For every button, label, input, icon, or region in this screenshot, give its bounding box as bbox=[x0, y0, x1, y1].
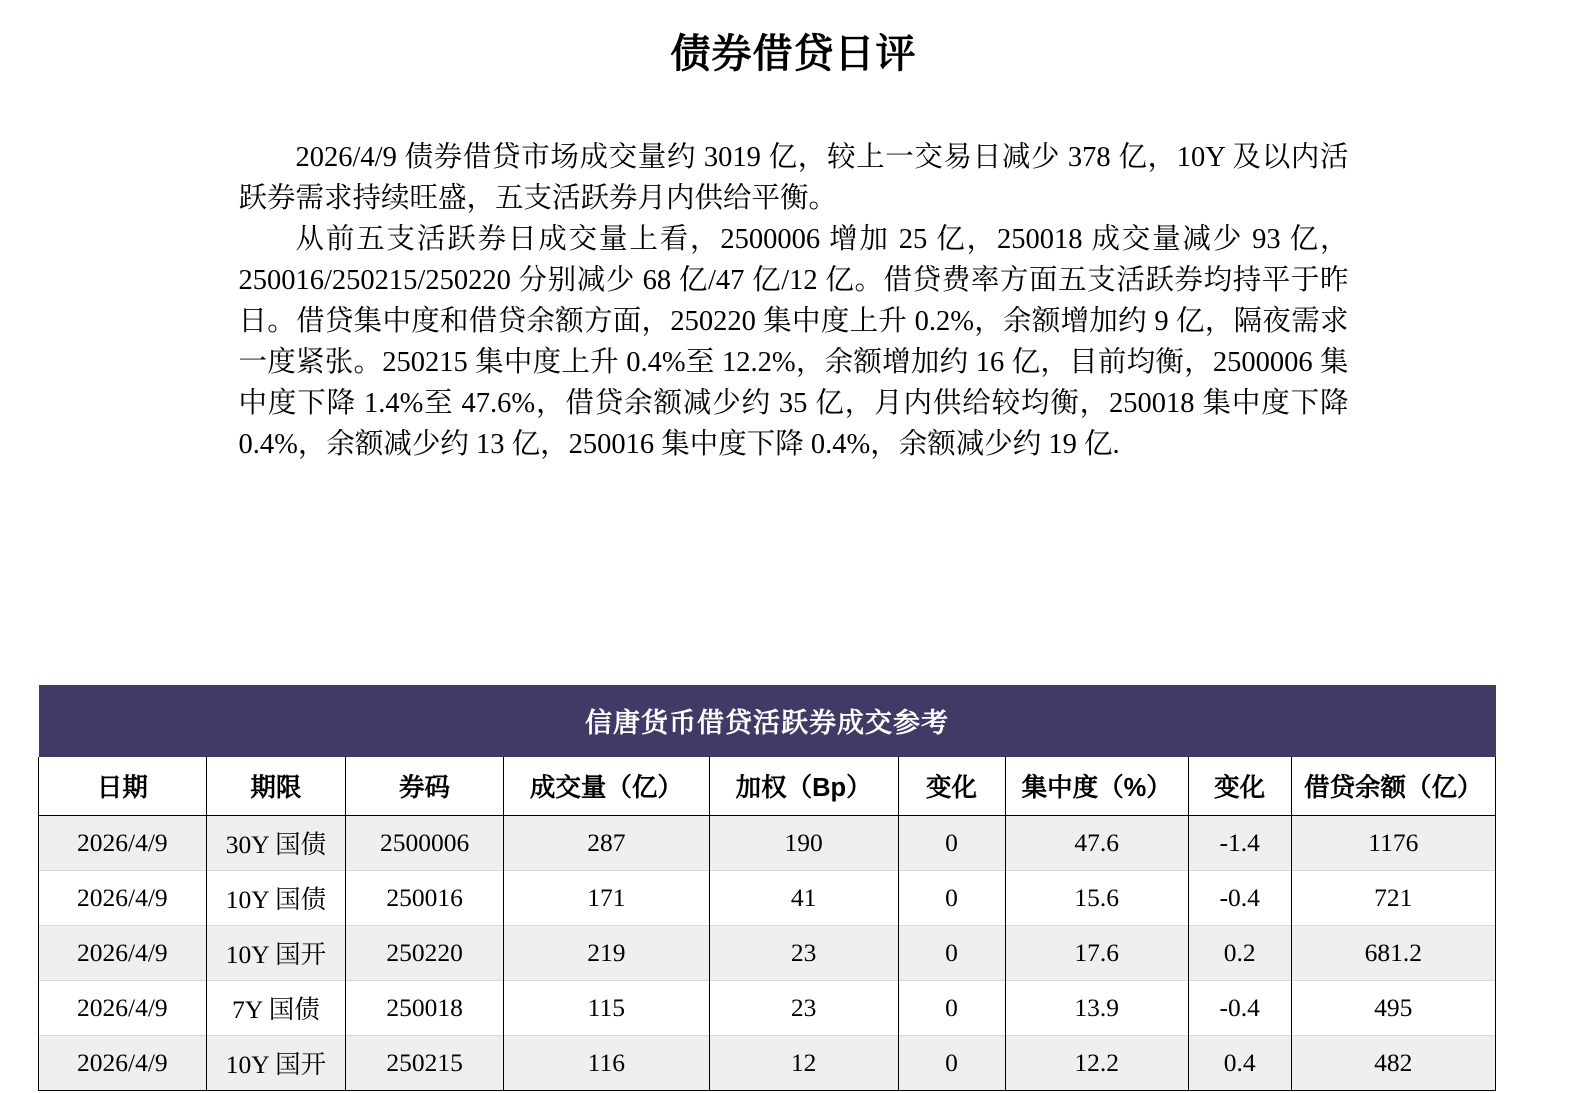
cell-change-concentration: 0.2 bbox=[1188, 926, 1291, 981]
cell-weighted: 190 bbox=[709, 816, 898, 871]
cell-change-concentration: 0.4 bbox=[1188, 1036, 1291, 1091]
cell-change-weighted: 0 bbox=[898, 1036, 1005, 1091]
cell-date: 2026/4/9 bbox=[39, 816, 207, 871]
document-page bbox=[0, 22, 1587, 1093]
cell-weighted: 41 bbox=[709, 871, 898, 926]
cell-code: 250018 bbox=[346, 981, 504, 1036]
cell-code: 2500006 bbox=[346, 816, 504, 871]
paragraph-2: 从前五支活跃券日成交量上看，2500006 增加 25 亿，250018 成交量减少 93 亿，250016/250215/250220 分别减少 68 亿/47 亿/12 亿。借贷费率方面五支活跃券均持平于昨日。借贷集中度和借贷余额方面，250220 集中度上升 0.2%，余额增加约 9 亿，隔夜需求一度紧张。250215 集中度上升 0.4%至 12.2%，余额增加约 16 亿，目前均衡，2500006 集中度下降 1.4%至 47.6%，借贷余额减少约 35 亿，月内供给较均衡，250018 集中度下降 0.4%，余额减少约 13 亿，250016 集中度下降 0.4%，余额减少约 19 亿. bbox=[238, 224, 1349, 460]
column-header-date: 日期 bbox=[39, 757, 207, 816]
column-header-volume: 成交量（亿） bbox=[503, 757, 709, 816]
cell-term: 10Y 国开 bbox=[206, 926, 345, 981]
cell-code: 250215 bbox=[346, 1036, 504, 1091]
table-title: 信唐货币借贷活跃券成交参考 bbox=[39, 685, 1496, 757]
cell-term: 10Y 国开 bbox=[206, 1036, 345, 1091]
cell-term: 30Y 国债 bbox=[206, 816, 345, 871]
cell-balance: 482 bbox=[1291, 1036, 1495, 1091]
cell-volume: 115 bbox=[503, 981, 709, 1036]
cell-weighted: 23 bbox=[709, 926, 898, 981]
cell-code: 250220 bbox=[346, 926, 504, 981]
cell-balance: 681.2 bbox=[1291, 926, 1495, 981]
column-header-concentration: 集中度（%） bbox=[1005, 757, 1188, 816]
column-header-term: 期限 bbox=[206, 757, 345, 816]
cell-volume: 219 bbox=[503, 926, 709, 981]
table-row bbox=[39, 926, 1496, 981]
column-header-code: 券码 bbox=[346, 757, 504, 816]
cell-balance: 495 bbox=[1291, 981, 1495, 1036]
cell-change-weighted: 0 bbox=[898, 926, 1005, 981]
table-title-row bbox=[39, 685, 1496, 757]
cell-concentration: 17.6 bbox=[1005, 926, 1188, 981]
cell-concentration: 47.6 bbox=[1005, 816, 1188, 871]
column-header-weighted: 加权（Bp） bbox=[709, 757, 898, 816]
cell-change-weighted: 0 bbox=[898, 871, 1005, 926]
table-row bbox=[39, 1036, 1496, 1091]
table-row bbox=[39, 816, 1496, 871]
column-header-balance: 借贷余额（亿） bbox=[1291, 757, 1495, 816]
cell-term: 10Y 国债 bbox=[206, 871, 345, 926]
cell-concentration: 12.2 bbox=[1005, 1036, 1188, 1091]
cell-date: 2026/4/9 bbox=[39, 926, 207, 981]
document-body bbox=[239, 79, 1349, 465]
cell-weighted: 23 bbox=[709, 981, 898, 1036]
table-header-row bbox=[39, 757, 1496, 816]
paragraph-1: 2026/4/9 债券借贷市场成交量约 3019 亿，较上一交易日减少 378 亿，10Y 及以内活跃券需求持续旺盛，五支活跃券月内供给平衡。 bbox=[238, 142, 1349, 214]
cell-change-weighted: 0 bbox=[898, 981, 1005, 1036]
cell-change-concentration: -1.4 bbox=[1188, 816, 1291, 871]
cell-concentration: 15.6 bbox=[1005, 871, 1188, 926]
cell-weighted: 12 bbox=[709, 1036, 898, 1091]
column-header-change-weighted: 变化 bbox=[898, 757, 1005, 816]
table-row bbox=[39, 981, 1496, 1036]
cell-volume: 287 bbox=[503, 816, 709, 871]
bond-table bbox=[38, 685, 1496, 1091]
cell-code: 250016 bbox=[346, 871, 504, 926]
cell-date: 2026/4/9 bbox=[39, 1036, 207, 1091]
bond-table-container bbox=[38, 685, 1496, 1091]
cell-balance: 1176 bbox=[1291, 816, 1495, 871]
cell-change-weighted: 0 bbox=[898, 816, 1005, 871]
cell-change-concentration: -0.4 bbox=[1188, 981, 1291, 1036]
cell-concentration: 13.9 bbox=[1005, 981, 1188, 1036]
cell-date: 2026/4/9 bbox=[39, 981, 207, 1036]
cell-balance: 721 bbox=[1291, 871, 1495, 926]
cell-volume: 116 bbox=[503, 1036, 709, 1091]
cell-term: 7Y 国债 bbox=[206, 981, 345, 1036]
cell-date: 2026/4/9 bbox=[39, 871, 207, 926]
page-title: 债券借贷日评 bbox=[670, 32, 917, 76]
cell-change-concentration: -0.4 bbox=[1188, 871, 1291, 926]
table-row bbox=[39, 871, 1496, 926]
cell-volume: 171 bbox=[503, 871, 709, 926]
column-header-change-concentration: 变化 bbox=[1188, 757, 1291, 816]
